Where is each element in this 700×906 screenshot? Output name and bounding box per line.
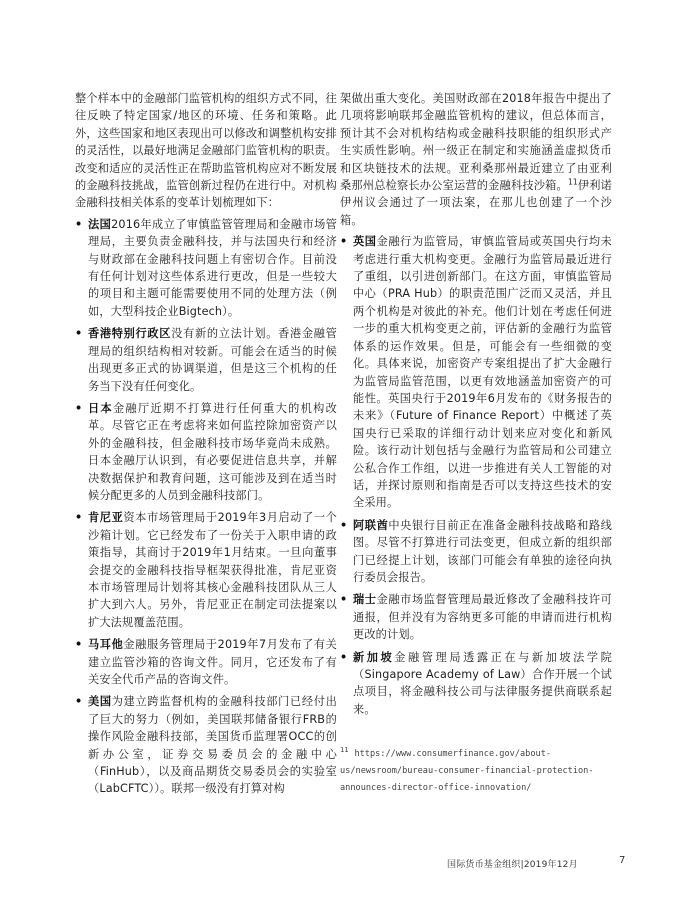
list-item xyxy=(340,591,612,643)
list-item-text: 金融厅近期不打算进行任何重大的机构改革。尽管它正在考虑将来如何监控除加密资产以外的金融科技，但金融科技市场华竟尚未成熟。日本金融厅认识到，有必要促进信息共享，并解决数据保护和教育问题，这可能涉及到在适当时候分配更多的人员到金融科技部门。 xyxy=(88,401,337,502)
right-bullet-list xyxy=(340,233,612,718)
list-item xyxy=(75,325,337,395)
list-item xyxy=(75,636,337,688)
country-name: 日本 xyxy=(88,401,114,415)
footnote-marker[interactable]: 11 xyxy=(567,177,578,187)
list-item xyxy=(75,693,337,797)
list-item xyxy=(340,233,612,512)
page-footer-publication: 国际货币基金组织|2019年12月 xyxy=(447,860,578,870)
page-number: 7 xyxy=(619,855,626,866)
list-item xyxy=(340,517,612,587)
country-name: 瑞士 xyxy=(353,593,377,607)
list-item xyxy=(75,216,337,320)
list-item-text: 2016年成立了审慎监管管理局和金融市场管理局，主要负责金融科技，并与法国央行和经济与财政部在金融科技问题上有密切合作。目前没有任何计划对这些体系进行更改，但是一些较大的项目和主题可能需要使用不同的处理方法（例如，大型科技企业Bigtech）。 xyxy=(88,217,337,318)
continuation-text: 架做出重大变化。美国财政部在2018年报告中提出了几项将影响联邦金融监管机构的建议，但总体而言，预计其不会对机构结构或金融科技职能的组织形式产生实质性影响。州一级正在制定和实施涵盖虚拟货币和区块链技术的法规。亚利桑那州最近建立了由亚利桑那州总检察长办公室运营的金融科技沙箱。 xyxy=(340,92,612,193)
footnote xyxy=(340,746,612,797)
continuation-paragraph xyxy=(340,90,612,229)
country-name: 法国 xyxy=(88,217,112,231)
list-item-text: 为建立跨监督机构的金融科技部门已经付出了巨大的努力（例如，美国联邦储备银行FRB的操作风险金融科技部，美国货币监理署OCC的创新办公室，证券交易委员会的金融中心（FinHub），以及商品期货交易委员会的实验室（LabCFTC））。联邦一级没有打算对构 xyxy=(88,695,337,796)
list-item xyxy=(75,400,337,504)
list-item-text: 中央银行目前正在准备金融科技战略和路线图。尽管不打算进行司法变更，但成立新的组织部门已经提上计划，该部门可能会有单独的途径向执行委员会报告。 xyxy=(353,518,613,584)
country-name: 新加坡 xyxy=(353,650,395,664)
continuation-tail: 伊利诺伊州议会通过了一项法案，在那儿也创建了一个沙箱。 xyxy=(340,179,612,227)
country-name: 英国 xyxy=(353,235,377,249)
list-item xyxy=(75,509,337,631)
list-item-text: 金融行为监管局，审慎监管局或英国央行均未考虑进行重大机构变更。金融行为监管局最近进行了重组，以引进创新部门。在这方面，审慎监管局中心（PRA Hub）的职责范围广泛而又灵活，并且两个机构是对彼此的补充。他们计划在考虑任何进一步的重大机构变更之前，评估新的金融行为监管体系的运作效果。但是，可能会有一些细微的变化。具体来说，加密资产专案组提出了扩大金融行为监管局监管范围，以更有效地涵盖加密资产的可能性。英国央行于2019年6月发布的《财务报告的未来》（Future of Finance Report）中概述了英国央行已采取的详细行动计划来应对变化和新风险。该行动计划包括与金融行为监管局和公司建立公私合作工作组，以进一步推进有关人工智能的对话，并探讨原则和指南是否可以支持这些技术的安全采用。 xyxy=(353,235,612,510)
list-item-text: 没有新的立法计划。香港金融管理局的组织结构相对较新。可能会在适当的时候出现更多正式的协调渠道，但是这三个机构的任务当下没有任何变化。 xyxy=(88,327,337,393)
list-item-text: 金融市场监督管理局最近修改了金融科技许可通报，但并没有为容纳更多可能的申请而进行机构更改的计划。 xyxy=(353,593,612,642)
country-name: 香港特别行政区 xyxy=(88,327,172,341)
footnote-link[interactable]: https://www.consumerfinance.gov/about-us/newsroom/bureau-consumer-financial-protection-announces-director-office-innovation/ xyxy=(340,749,594,794)
left-bullet-list xyxy=(75,216,337,798)
left-column xyxy=(75,90,337,803)
list-item xyxy=(340,649,612,719)
list-item-text: 资本市场管理局于2019年3月启动了一个沙箱计划。它已经发布了一份关于入职申请的政策指导，其商讨于2019年1月结束。一旦向董事会提交的金融科技指导框架获得批准，肯尼亚资本市场管理局计划将其核心金融科技团队从三人扩大到六人。另外，肯尼亚正在制定司法提案以扩大法规覆盖范围。 xyxy=(88,511,338,629)
footnote-number: 11 xyxy=(340,746,349,755)
list-item-text: 金融管理局透露正在与新加坡法学院（Singapore Academy of Law）合作开展一个试点项目，将金融科技公司与法律服务提供商联系起来。 xyxy=(353,650,612,716)
country-name: 马耳他 xyxy=(88,638,124,652)
intro-paragraph: 整个样本中的金融部门监管机构的组织方式不同，往往反映了特定国家/地区的环境、任务和策略。此外，这些国家和地区表现出可以修改和调整机构安排的灵活性，以最好地满足金融部门监管机构的职责。改变和适应的灵活性正在帮助监管机构应对不断发展的金融科技挑战，监管创新过程仍在进行中。对机构金融科技相关体系的变革计划梳理如下： xyxy=(75,92,337,210)
right-column xyxy=(340,90,612,797)
country-name: 阿联酋 xyxy=(353,518,389,532)
country-name: 美国 xyxy=(88,695,112,709)
country-name: 肯尼亚 xyxy=(88,511,124,525)
list-item-text: 金融服务管理局于2019年7月发布了有关建立监管沙箱的咨询文件。同月，它还发布了有关安全代币产品的咨询文件。 xyxy=(88,638,338,686)
